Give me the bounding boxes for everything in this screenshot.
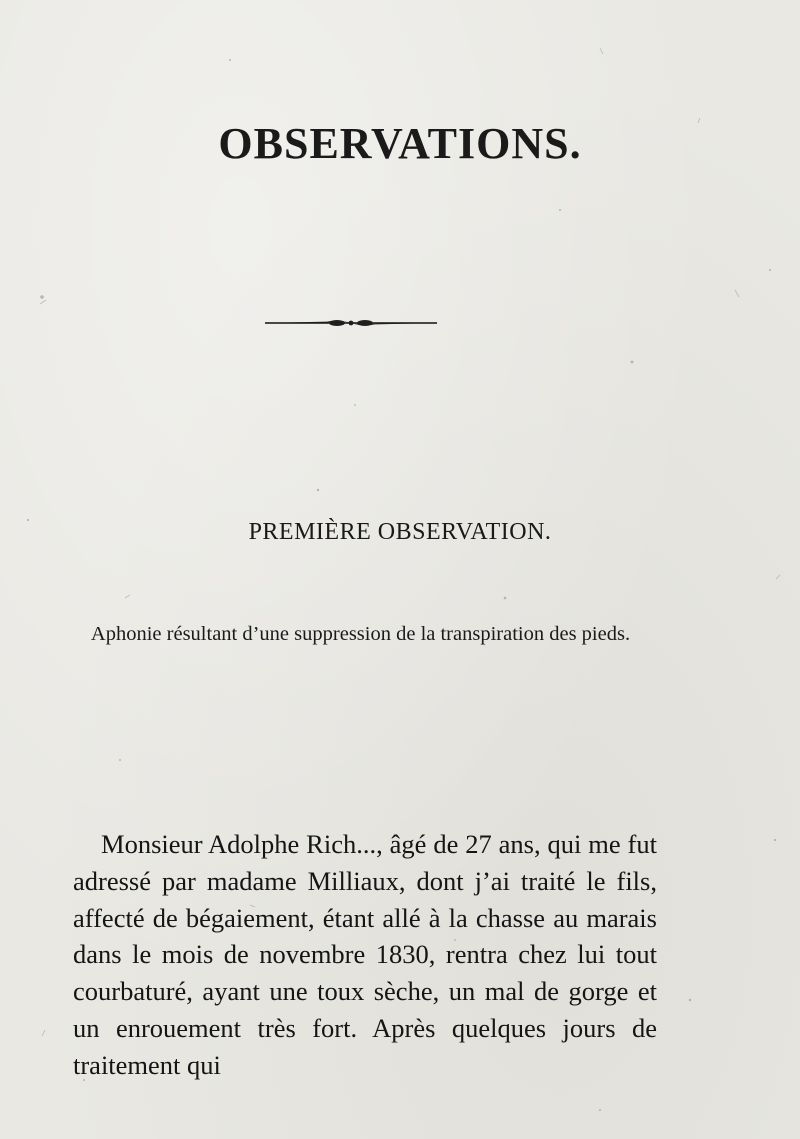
body-paragraph: Monsieur Adolphe Rich..., âgé de 27 ans, qui me fut adressé par madame Milliaux, dont j’ai traité le fils, affecté de bégaiement, étant allé à la chasse au marais dans le mois de novembre 1830, rentra chez lui tout courbaturé, ayant une toux sèche, un mal de gorge et un enrouement très fort. Après quelques jours de traitement qui — [73, 829, 657, 1080]
page-title: OBSERVATIONS. — [218, 119, 582, 168]
section-subtitle: Aphonie résultant d’une suppression de la transpiration des pieds. — [90, 623, 631, 645]
ornament-divider — [265, 316, 437, 330]
section-heading: PREMIÈRE OBSERVATION. — [248, 519, 552, 545]
